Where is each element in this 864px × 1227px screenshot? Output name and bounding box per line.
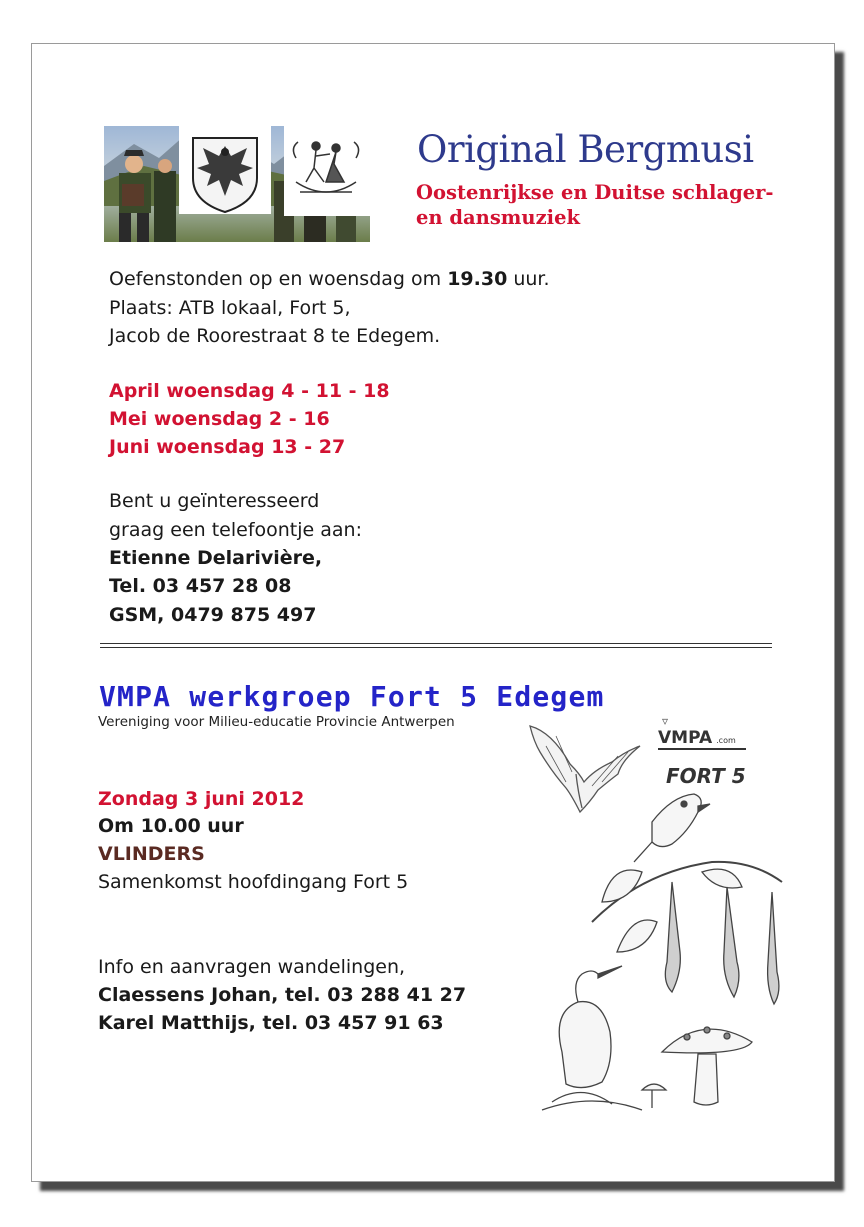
- section-divider: [100, 643, 772, 648]
- bird-on-branch-icon: [592, 794, 782, 1004]
- contact-phone: Tel. 03 457 28 08: [109, 575, 292, 597]
- info-line: Info en aanvragen wandelingen,: [98, 956, 406, 978]
- heron-icon: [542, 966, 642, 1110]
- subtitle-line: Oostenrijkse en Duitse schlager-: [416, 181, 774, 204]
- date-april: April woensdag 4 - 11 - 18: [109, 380, 390, 402]
- contact-gsm: GSM, 0479 875 497: [109, 604, 317, 626]
- vmpa-logo: ▿ VMPA .com FORT 5: [658, 714, 746, 788]
- eagle-coat-of-arms-icon: [193, 138, 257, 212]
- rehearsal-time: 19.30: [447, 268, 508, 290]
- musicians-photo: [104, 126, 370, 242]
- rehearsal-text: Oefenstonden op en woensdag om: [109, 268, 448, 290]
- rehearsal-address: Jacob de Roorestraat 8 te Edegem.: [109, 325, 441, 347]
- rehearsal-time-line: [109, 265, 550, 294]
- contact-claessens: Claessens Johan, tel. 03 288 41 27: [98, 984, 467, 1006]
- fort5-logo-label: FORT 5: [666, 764, 746, 788]
- vmpa-logo-small: .com: [716, 736, 736, 745]
- event-topic: VLINDERS: [98, 843, 205, 865]
- contact-intro-1: Bent u geïnteresseerd: [109, 490, 320, 512]
- vmpa-logo-text: VMPA: [658, 728, 713, 748]
- contact-matthijs: Karel Matthijs, tel. 03 457 91 63: [98, 1012, 444, 1034]
- mushroom-icon: [642, 1027, 752, 1108]
- date-may: Mei woensdag 2 - 16: [109, 408, 330, 430]
- vmpa-title: VMPA werkgroep Fort 5 Edegem: [99, 680, 605, 713]
- bat-icon: [530, 726, 640, 812]
- event-meeting-point: Samenkomst hoofdingang Fort 5: [98, 871, 409, 893]
- band-title: Original Bergmusi: [417, 128, 754, 171]
- contact-intro-2: graag een telefoontje aan:: [109, 519, 362, 541]
- nature-illustration: [522, 712, 822, 1112]
- rehearsal-text-suffix: uur.: [507, 268, 550, 290]
- contact-name: Etienne Delarivière,: [109, 547, 323, 569]
- event-date: Zondag 3 juni 2012: [98, 788, 305, 810]
- subtitle-line: en dansmuziek: [416, 206, 581, 229]
- band-subtitle: [416, 180, 796, 230]
- flyer-page: [31, 43, 835, 1182]
- vmpa-subtitle: Vereniging voor Milieu-educatie Provincie Antwerpen: [98, 714, 455, 730]
- date-june: Juni woensdag 13 - 27: [109, 436, 346, 458]
- event-time: Om 10.00 uur: [98, 815, 244, 837]
- rehearsal-place: Plaats: ATB lokaal, Fort 5,: [109, 297, 351, 319]
- photo-collage: [104, 126, 370, 242]
